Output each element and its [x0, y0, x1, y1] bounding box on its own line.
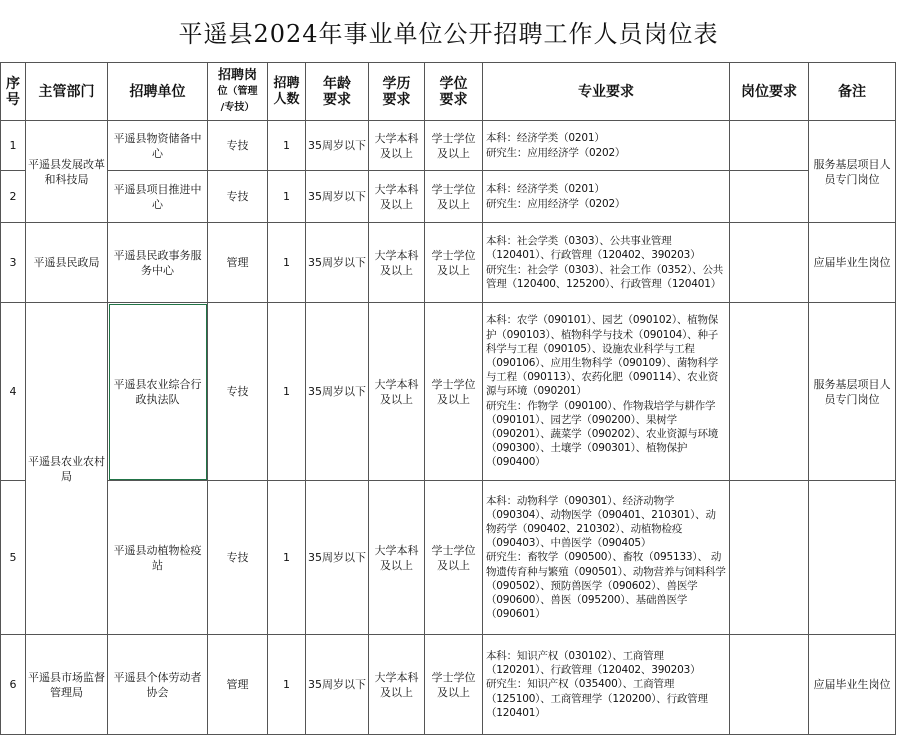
cell-unit[interactable]: 平遥县物资储备中心 [108, 121, 208, 171]
cell-remark[interactable] [809, 481, 896, 635]
cell-degree[interactable]: 学士学位及以上 [425, 303, 483, 481]
cell-type[interactable]: 管理 [208, 635, 268, 735]
cell-count[interactable]: 1 [268, 481, 306, 635]
cell-major[interactable]: 本科：农学（090101）、园艺（090102）、植物保护（090103）、植物科学与技术（090104）、种子科学与工程（090105）、设施农业科学与工程（090106）、应用生物科学（090109）、菌物科学与工程（090113）、农药化肥（090114）、农业资源与环境（090201） 研究生：作物学（090100）、作物栽培学与耕作学（090101）、园艺学（090200）、果树学（090201）、蔬菜学（090202）、农业资源与环境（090300）、土壤学（090301）、植物保护（090400） [483, 303, 730, 481]
cell-count[interactable]: 1 [268, 121, 306, 171]
job-positions-table [0, 62, 896, 735]
header-unit[interactable]: 招聘单位 [108, 63, 208, 121]
cell-age[interactable]: 35周岁以下 [306, 171, 369, 223]
cell-unit[interactable]: 平遥县动植物检疫站 [108, 481, 208, 635]
cell-position-req[interactable] [730, 635, 809, 735]
header-education[interactable]: 学历 要求 [369, 63, 425, 121]
header-count[interactable]: 招聘 人数 [268, 63, 306, 121]
cell-major[interactable]: 本科：经济学类（0201） 研究生：应用经济学（0202） [483, 171, 730, 223]
cell-count[interactable]: 1 [268, 303, 306, 481]
cell-unit-selected[interactable]: 平遥县农业综合行政执法队 [108, 303, 208, 481]
cell-seq[interactable]: 6 [1, 635, 26, 735]
cell-count[interactable]: 1 [268, 171, 306, 223]
cell-remark[interactable]: 应届毕业生岗位 [809, 223, 896, 303]
table-row [1, 223, 896, 303]
cell-seq[interactable]: 5 [1, 481, 26, 635]
header-remark[interactable]: 备注 [809, 63, 896, 121]
cell-education[interactable]: 大学本科及以上 [369, 303, 425, 481]
table-row [1, 121, 896, 171]
cell-remark[interactable]: 服务基层项目人员专门岗位 [809, 303, 896, 481]
cell-remark[interactable]: 服务基层项目人员专门岗位 [809, 121, 896, 223]
cell-position-req[interactable] [730, 481, 809, 635]
header-row [1, 63, 896, 121]
table-row [1, 635, 896, 735]
cell-degree[interactable]: 学士学位及以上 [425, 171, 483, 223]
cell-seq[interactable]: 2 [1, 171, 26, 223]
cell-position-req[interactable] [730, 223, 809, 303]
table-row [1, 481, 896, 635]
cell-age[interactable]: 35周岁以下 [306, 223, 369, 303]
cell-dept[interactable]: 平遥县农业农村局 [26, 303, 108, 635]
cell-degree[interactable]: 学士学位及以上 [425, 121, 483, 171]
header-position-req[interactable]: 岗位要求 [730, 63, 809, 121]
cell-type[interactable]: 管理 [208, 223, 268, 303]
cell-type[interactable]: 专技 [208, 481, 268, 635]
cell-seq[interactable]: 4 [1, 303, 26, 481]
cell-degree[interactable]: 学士学位及以上 [425, 223, 483, 303]
cell-age[interactable]: 35周岁以下 [306, 121, 369, 171]
cell-count[interactable]: 1 [268, 635, 306, 735]
header-dept[interactable]: 主管部门 [26, 63, 108, 121]
table-row [1, 171, 896, 223]
cell-education[interactable]: 大学本科及以上 [369, 223, 425, 303]
cell-major[interactable]: 本科：经济学类（0201） 研究生：应用经济学（0202） [483, 121, 730, 171]
cell-position-req[interactable] [730, 171, 809, 223]
cell-type[interactable]: 专技 [208, 121, 268, 171]
cell-degree[interactable]: 学士学位及以上 [425, 635, 483, 735]
cell-dept[interactable]: 平遥县民政局 [26, 223, 108, 303]
header-major[interactable]: 专业要求 [483, 63, 730, 121]
cell-age[interactable]: 35周岁以下 [306, 303, 369, 481]
cell-remark[interactable]: 应届毕业生岗位 [809, 635, 896, 735]
cell-education[interactable]: 大学本科及以上 [369, 121, 425, 171]
cell-count[interactable]: 1 [268, 223, 306, 303]
cell-dept[interactable]: 平遥县市场监督管理局 [26, 635, 108, 735]
cell-type[interactable]: 专技 [208, 303, 268, 481]
header-seq[interactable]: 序 号 [1, 63, 26, 121]
cell-education[interactable]: 大学本科及以上 [369, 635, 425, 735]
header-degree[interactable]: 学位 要求 [425, 63, 483, 121]
header-age[interactable]: 年龄 要求 [306, 63, 369, 121]
cell-education[interactable]: 大学本科及以上 [369, 481, 425, 635]
cell-major[interactable]: 本科：知识产权（030102）、工商管理（120201）、行政管理（120402、390203） 研究生：知识产权（035400）、工商管理（125100）、工商管理学（120200）、行政管理（120401） [483, 635, 730, 735]
cell-unit[interactable]: 平遥县项目推进中心 [108, 171, 208, 223]
cell-dept[interactable]: 平遥县发展改革和科技局 [26, 121, 108, 223]
cell-type[interactable]: 专技 [208, 171, 268, 223]
cell-education[interactable]: 大学本科及以上 [369, 171, 425, 223]
table-row [1, 303, 896, 481]
cell-seq[interactable]: 1 [1, 121, 26, 171]
cell-major[interactable]: 本科：动物科学（090301）、经济动物学（090304）、动物医学（090401、210301）、动物药学（090402、210302）、动植物检疫（090403）、中兽医学（090405） 研究生：畜牧学（090500）、畜牧（095133）、 动物遗传育种与繁殖（090501）、动物营养与饲料科学（090502）、预防兽医学（090602）、兽医学（090600）、兽医（095200）、基础兽医学（090601） [483, 481, 730, 635]
header-position-type[interactable]: 招聘岗 位（管理 /专技） [208, 63, 268, 121]
cell-position-req[interactable] [730, 121, 809, 171]
cell-age[interactable]: 35周岁以下 [306, 635, 369, 735]
cell-position-req[interactable] [730, 303, 809, 481]
cell-unit[interactable]: 平遥县民政事务服务中心 [108, 223, 208, 303]
page-title: 平遥县2024年事业单位公开招聘工作人员岗位表 [178, 19, 719, 48]
cell-degree[interactable]: 学士学位及以上 [425, 481, 483, 635]
cell-major[interactable]: 本科：社会学类（0303）、公共事业管理（120401）、行政管理（120402、390203） 研究生：社会学（0303）、社会工作（0352）、公共管理（120400、125200）、行政管理（120401） [483, 223, 730, 303]
cell-seq[interactable]: 3 [1, 223, 26, 303]
cell-age[interactable]: 35周岁以下 [306, 481, 369, 635]
cell-unit[interactable]: 平遥县个体劳动者协会 [108, 635, 208, 735]
